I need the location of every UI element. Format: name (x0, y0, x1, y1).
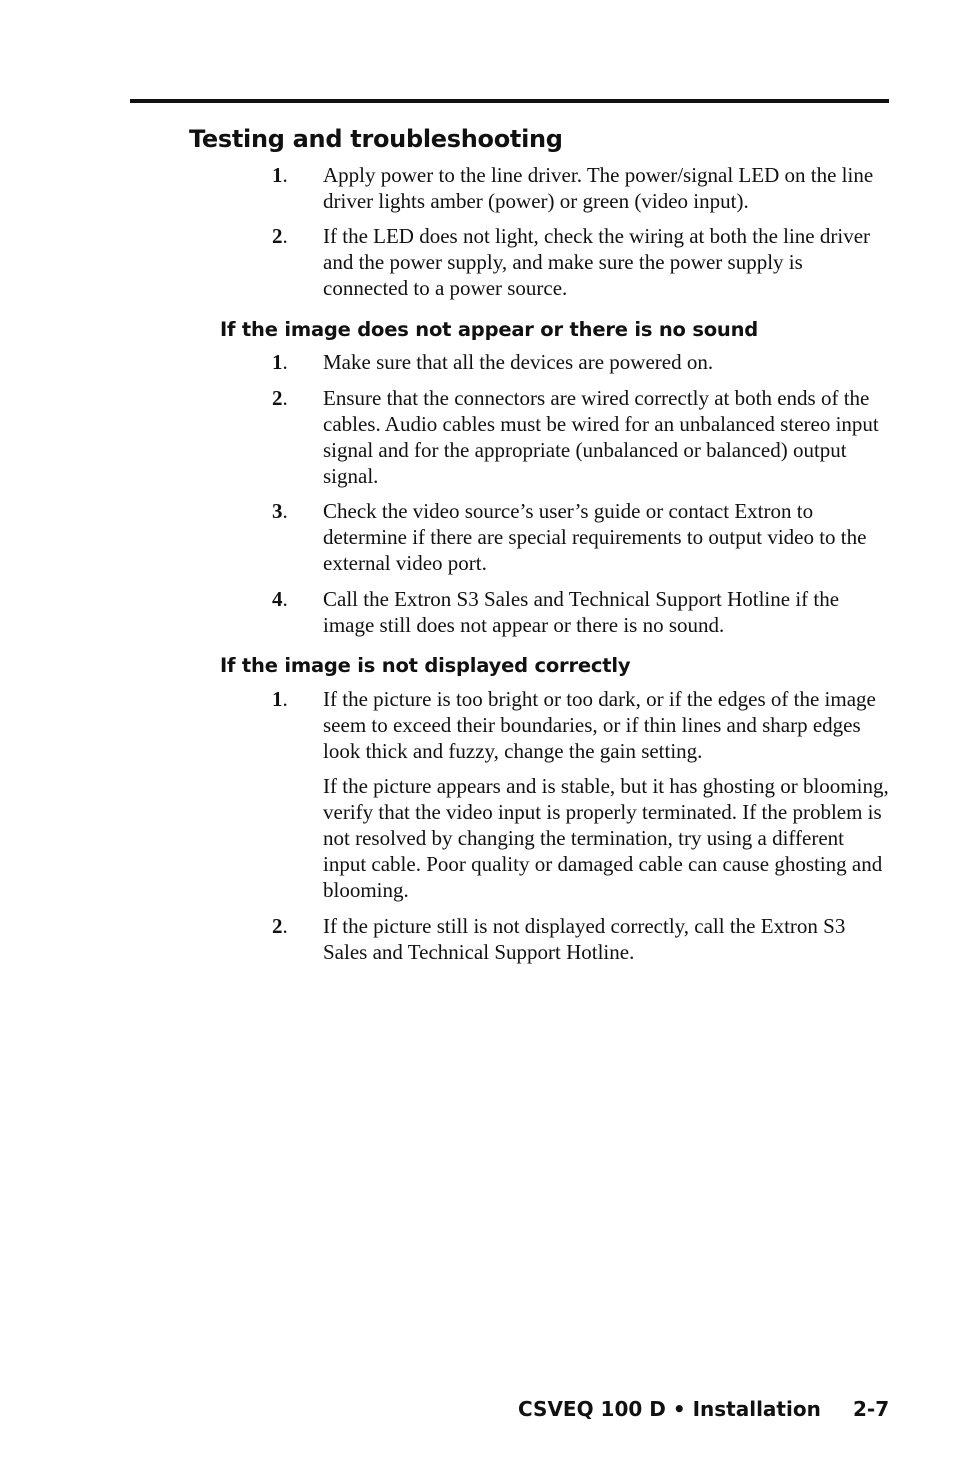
step-number: 1 (272, 687, 283, 711)
step-text: Make sure that all the devices are powered on. (323, 350, 714, 374)
step-text: If the picture is too bright or too dark, or if the edges of the image seem to exceed their boundaries, or if thin lines and sharp edges look thick and fuzzy, change the gain setting. If the picture appears and is stable, but it has ghosting or blooming, verify that the video input is properly terminated. If the problem is not resolved by changing the termination, try using a different input cable. Poor quality or damaged cable can cause ghosting and blooming. (323, 687, 889, 902)
step-number: 2 (272, 224, 283, 248)
section-heading: If the image does not appear or there is no sound (220, 318, 759, 341)
list-item: 3. Check the video source’s user’s guide or contact Extron to determine if there are special requirements to output video to the external video port. (272, 498, 892, 576)
step-number: 2 (272, 386, 283, 410)
page-number: 2-7 (853, 1397, 890, 1421)
list-item: 2. If the LED does not light, check the wiring at both the line driver and the power supply, and make sure the power supply is connected to a power source. (272, 223, 892, 301)
step-text: Call the Extron S3 Sales and Technical Support Hotline if the image still does not appear or there is no sound. (323, 587, 840, 637)
step-text: If the LED does not light, check the wiring at both the line driver and the power supply, and make sure the power supply is connected to a power source. (323, 224, 871, 300)
step-text: Check the video source’s user’s guide or contact Extron to determine if there are special requirements to output video to the external video port. (323, 499, 867, 575)
footer-title: CSVEQ 100 D • Installation (518, 1397, 821, 1421)
step-text: Apply power to the line driver. The power/signal LED on the line driver lights amber (power) or green (video input). (323, 163, 874, 213)
page-title: Testing and troubleshooting (189, 125, 563, 153)
step-number: 3 (272, 499, 283, 523)
step-number: 4 (272, 587, 283, 611)
step-text: If the picture still is not displayed correctly, call the Extron S3 Sales and Technical Support Hotline. (323, 914, 846, 964)
section-heading: If the image is not displayed correctly (220, 654, 631, 677)
list-item: 2. Ensure that the connectors are wired correctly at both ends of the cables. Audio cables must be wired for an unbalanced stereo input signal and for the appropriate (unbalanced or balanced) output signal. (272, 385, 892, 489)
list-item: 4. Call the Extron S3 Sales and Technical Support Hotline if the image still does not appear or there is no sound. (272, 586, 892, 638)
list-item: 1. If the picture is too bright or too dark, or if the edges of the image seem to exceed their boundaries, or if thin lines and sharp edges look thick and fuzzy, change the gain setting. If the picture appears and is stable, but it has ghosting or blooming, verify that the video input is properly terminated. If the problem is not resolved by changing the termination, try using a different input cable. Poor quality or damaged cable can cause ghosting and blooming. (272, 686, 892, 903)
step-number: 1 (272, 163, 283, 187)
header-rule (130, 99, 889, 103)
list-item: 2. If the picture still is not displayed correctly, call the Extron S3 Sales and Technical Support Hotline. (272, 913, 892, 965)
list-item: 1. Make sure that all the devices are powered on. (272, 349, 892, 375)
step-number: 2 (272, 914, 283, 938)
step-text: Ensure that the connectors are wired correctly at both ends of the cables. Audio cables must be wired for an unbalanced stereo input signal and for the appropriate (unbalanced or balanced) output signal. (323, 386, 879, 488)
step-number: 1 (272, 350, 283, 374)
list-item: 1. Apply power to the line driver. The power/signal LED on the line driver lights amber (power) or green (video input). (272, 162, 892, 214)
